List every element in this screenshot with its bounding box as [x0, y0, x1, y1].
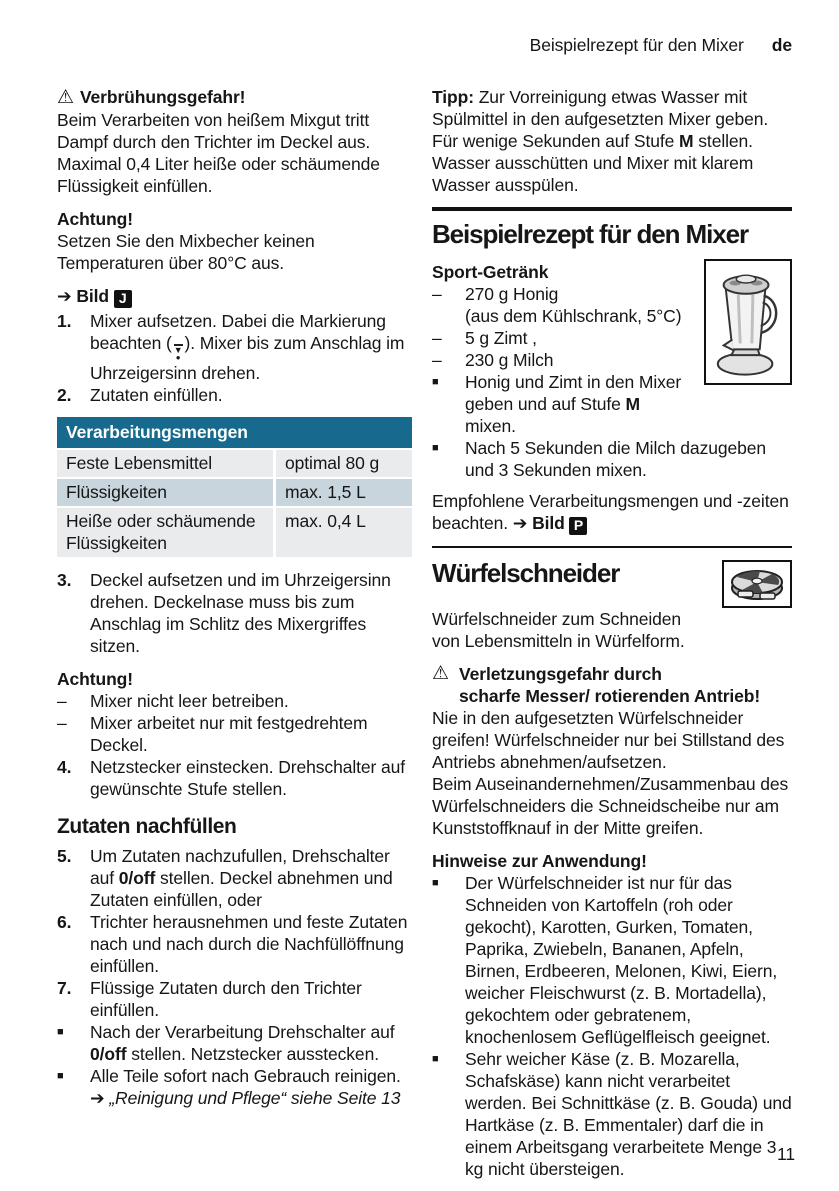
dash-icon: – — [432, 350, 442, 370]
section-rule — [432, 207, 792, 211]
table-title: Verarbeitungsmengen — [57, 417, 412, 448]
figure-reference-j — [57, 285, 412, 308]
ingredient-note: (aus dem Kühlschrank, 5°C) — [465, 306, 682, 326]
table-cell-value: max. 0,4 L — [276, 508, 412, 557]
running-header-title: Beispielrezept für den Mixer — [529, 35, 744, 55]
bullet-item — [57, 1065, 412, 1109]
injury-warning-line1: Verletzungsgefahr durch — [459, 664, 662, 684]
scald-warning-title: Verbrühungsgefahr! — [79, 87, 246, 107]
item-number: 4. — [57, 757, 72, 777]
table-row — [57, 479, 412, 506]
blender-icon — [709, 265, 787, 379]
dash-item — [57, 690, 412, 712]
ingredient-text: 5 g Zimt , — [465, 328, 537, 348]
scald-warning-heading — [57, 86, 412, 109]
step-item-1 — [57, 310, 412, 384]
bullet-text: Honig und Zimt in den Mixer geben und auf Stufe M mixen. — [465, 372, 682, 436]
bullet-icon: ■ — [432, 376, 439, 388]
bullet-icon: ■ — [432, 442, 439, 454]
caution-heading-2: Achtung! — [57, 669, 133, 689]
ingredient-text: 230 g Milch — [465, 350, 554, 370]
tip-text: Tipp: Zur Vorreinigung etwas Wasser mit Spülmittel in den aufgesetzten Mixer geben. Für wenige Sekunden auf Stufe M stellen. Wasser ausschütten und Mixer mit klarem Wasser ausspülen. — [432, 87, 769, 195]
step-item-7 — [57, 977, 412, 1021]
item-number: 1. — [57, 311, 72, 331]
bullet-text: Nach der Verarbeitung Drehschalter auf 0/off stellen. Netzstecker ausstecken. — [90, 1022, 395, 1064]
warning-triangle-icon: ⚠ — [57, 87, 74, 108]
warning-triangle-icon: ⚠ — [432, 663, 449, 684]
dicer-illustration — [722, 560, 792, 608]
dash-icon: – — [432, 328, 442, 348]
bullet-item — [57, 1021, 412, 1065]
dash-text: Mixer nicht leer betreiben. — [90, 691, 289, 711]
step-item-5 — [57, 845, 412, 911]
page-number: 11 — [777, 1144, 795, 1164]
dash-item — [57, 712, 412, 756]
step-text: Flüssige Zutaten durch den Trichter einfüllen. — [90, 978, 362, 1020]
step-item-2 — [57, 384, 412, 406]
left-column — [57, 86, 412, 1180]
bullet-icon: ■ — [432, 877, 439, 889]
injury-warning-heading — [432, 663, 792, 707]
ingredient-item — [432, 349, 694, 371]
injury-warning-title — [459, 663, 792, 707]
usage-notes-heading: Hinweise zur Anwendung! — [432, 851, 647, 871]
recipe-title: Sport-Getränk — [432, 262, 549, 282]
bullet-icon: ■ — [432, 1053, 439, 1065]
figure-reference-p — [432, 490, 792, 535]
sport-drink-section — [432, 261, 792, 535]
bullet-item — [432, 371, 694, 437]
bullet-item — [432, 437, 792, 481]
dicer-disc-icon — [727, 564, 787, 604]
bullet-text: Alle Teile sofort nach Gebrauch reinigen. ➔ „Reinigung und Pflege“ siehe Seite 13 — [90, 1066, 401, 1108]
dash-icon: – — [57, 713, 67, 733]
ingredient-item — [432, 283, 694, 327]
bullet-text: Nach 5 Sekunden die Milch dazugeben und 3 Sekunden mixen. — [465, 438, 767, 480]
injury-warning-line2: scharfe Messer/ rotierenden Antrieb! — [459, 686, 761, 706]
blender-illustration — [704, 259, 792, 385]
numbered-steps-5-7 — [57, 845, 412, 1109]
bullet-item — [432, 872, 792, 1048]
step-item-6 — [57, 911, 412, 977]
dicer-intro-text: Würfelschneider zum Schneiden von Lebensmitteln in Würfelform. — [432, 609, 685, 651]
dash-icon: – — [57, 691, 67, 711]
bullet-icon: ■ — [57, 1026, 64, 1038]
step-item-4 — [57, 756, 412, 800]
table-cell-value: optimal 80 g — [276, 450, 412, 477]
dash-text: Mixer arbeitet nur mit festgedrehtem Deckel. — [90, 713, 368, 755]
dicer-section-header — [432, 558, 792, 608]
alignment-mark-icon — [174, 344, 183, 362]
injury-warning-text: Nie in den aufgesetzten Würfelschneider greifen! Würfelschneider nur bei Stillstand des Antriebs abnehmen/aufsetzen. — [432, 708, 785, 772]
table-row — [57, 450, 412, 477]
step-text-pre: Mixer aufsetzen. Dabei die Markierung beachten ( — [90, 311, 386, 353]
table-cell-label: Feste Lebensmittel — [57, 450, 273, 477]
language-code: de — [771, 35, 792, 55]
usage-notes-list — [432, 872, 792, 1180]
right-column — [432, 86, 792, 1180]
figure-key-p: P — [569, 517, 587, 535]
table-cell-label: Flüssigkeiten — [57, 479, 273, 506]
item-number: 5. — [57, 846, 72, 866]
step-text-post: ). Mixer bis zum Anschlag im Uhrzeigersinn drehen. — [90, 333, 405, 383]
table-cell-value: max. 1,5 L — [276, 479, 412, 506]
figure-key-j: J — [114, 290, 132, 308]
step-text: Um Zutaten nachzufullen, Drehschalter auf 0/off stellen. Deckel abnehmen und Zutaten einfüllen, oder — [90, 846, 393, 910]
numbered-steps-1-2 — [57, 310, 412, 406]
ingredient-text — [465, 283, 694, 327]
section-divider — [432, 546, 792, 548]
step-text: Deckel aufsetzen und im Uhrzeigersinn drehen. Deckelnase muss bis zum Anschlag im Schlitz des Mixergriffes sitzen. — [90, 570, 391, 656]
note-text: Empfohlene Verarbeitungsmengen und -zeiten beachten. ➔ Bild — [432, 491, 789, 533]
item-number: 2. — [57, 385, 72, 405]
table-row — [57, 508, 412, 557]
table-cell-label: Heiße oder schäumende Flüssigkeiten — [57, 508, 273, 557]
step-text: Trichter herausnehmen und feste Zutaten nach und nach durch die Nachfüllöffnung einfüllen. — [90, 912, 408, 976]
dicer-handling-text: Beim Auseinandernehmen/Zusammenbau des Würfelschneiders die Schneidscheibe nur am Kunststoffknauf in der Mitte greifen. — [432, 774, 789, 838]
dash-icon: – — [432, 284, 442, 304]
bullet-text: Der Würfelschneider ist nur für das Schneiden von Kartoffeln (roh oder gekocht), Karotten, Gurken, Tomaten, Paprika, Zwiebeln, Bananen, Apfeln, Birnen, Erdbeeren, Melonen, Kiwi, Eiern, weicher Fleischwurst (z. B. Mortadella), gekochtem oder gebratenem, knochenlosem Geflügelfleisch geeignet. — [465, 873, 778, 1047]
alignment-mark-dot: ● — [175, 353, 181, 362]
bullet-text: Sehr weicher Käse (z. B. Mozarella, Schafskäse) kann nicht verarbeitet werden. Bei Schnittkäse (z. B. Gouda) und Hartkäse (z. B. Emmentaler) darf die in einem Arbeitsgang verarbeitete Menge 3 kg nicht übersteigen. — [465, 1049, 792, 1179]
item-number: 3. — [57, 570, 72, 590]
dash-list — [57, 690, 412, 800]
arrow-icon: ➔ — [57, 286, 72, 306]
processing-quantities-table — [57, 417, 412, 557]
step-text: Zutaten einfüllen. — [90, 385, 223, 405]
step-text: Netzstecker einstecken. Drehschalter auf gewünschte Stufe stellen. — [90, 757, 406, 799]
running-header — [57, 34, 792, 56]
item-number: 7. — [57, 978, 72, 998]
bullet-icon: ■ — [57, 1070, 64, 1082]
item-number: 6. — [57, 912, 72, 932]
caution-text: Setzen Sie den Mixbecher keinen Temperaturen über 80°C aus. — [57, 231, 315, 273]
bullet-item — [432, 1048, 792, 1180]
scald-warning-text: Beim Verarbeiten von heißem Mixgut tritt Dampf durch den Trichter im Deckel aus. Maximal 0,4 Liter heiße oder schäumende Flüssigkeit einfüllen. — [57, 110, 380, 196]
subsection-title-refill: Zutaten nachfüllen — [57, 815, 237, 838]
caution-heading: Achtung! — [57, 209, 133, 229]
step-item-3 — [57, 569, 412, 657]
step-text — [90, 310, 412, 384]
ingredient-amount: 270 g Honig — [465, 284, 559, 304]
figure-label: Bild — [76, 286, 109, 306]
two-column-layout — [57, 86, 792, 1180]
numbered-step-3 — [57, 569, 412, 657]
ingredient-item — [432, 327, 694, 349]
alignment-mark-triangle: ▼ — [173, 345, 183, 355]
section-title-recipe: Beispielrezept für den Mixer — [432, 219, 748, 249]
section-title-dicer: Würfelschneider — [432, 558, 620, 588]
